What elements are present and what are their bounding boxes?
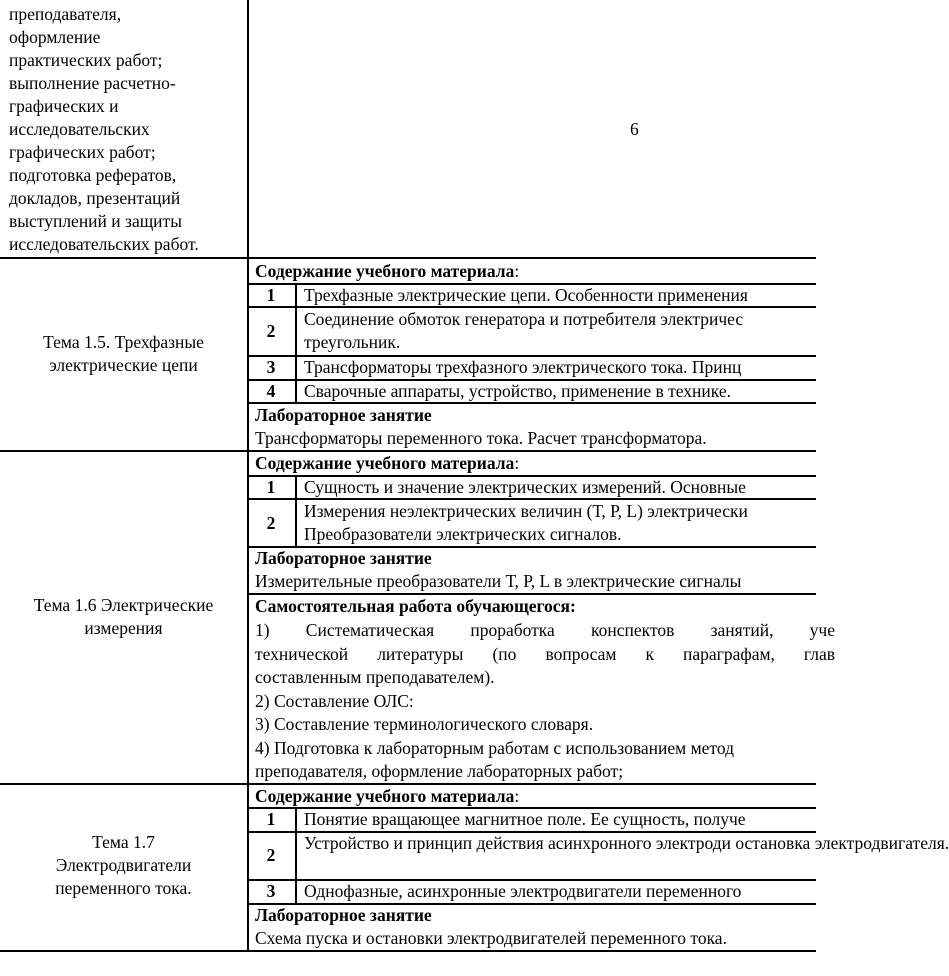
item-text: Устройство и принцип действия асинхронного электроди остановка электродвигателя. — [304, 833, 949, 853]
item-text: Понятие вращающее магнитное поле. Ее сущность, получе — [304, 809, 746, 829]
content-heading — [255, 785, 519, 808]
activity-line: преподавателя, — [9, 4, 122, 24]
number-column-divider — [295, 283, 297, 403]
activity-line: графических и — [9, 96, 119, 116]
activity-line: докладов, презентаций — [9, 188, 181, 208]
lab-text: Схема пуска и остановки электродвигателей переменного тока. — [255, 928, 727, 948]
activity-line: выполнение расчетно- — [9, 73, 176, 93]
item-number: 3 — [266, 881, 276, 901]
activity-line: оформление — [9, 27, 101, 47]
content-heading — [255, 452, 519, 475]
item-text: Однофазные, асинхронные электродвигатели переменного — [304, 881, 742, 901]
activity-line: выступлений и защиты — [9, 211, 182, 231]
item-text: Трансформаторы трехфазного электрического тока. Принц — [304, 357, 742, 377]
self-study-line: технической литературы (по вопросам к параграфам, глав — [255, 644, 835, 664]
lab-heading: Лабораторное занятие — [255, 905, 432, 925]
item-text: Измерения неэлектрических величин (Т, Р, L) электрически Преобразователи электрических сигналов. — [304, 501, 748, 544]
self-study-line: составленным преподавателем). — [255, 667, 495, 687]
content-heading-colon: : — [514, 261, 520, 281]
activity-line: практических работ; — [9, 50, 163, 70]
content-heading — [255, 260, 519, 283]
activity-line: подготовка рефератов, — [9, 165, 177, 185]
item-number: 2 — [266, 321, 276, 341]
number-column-divider — [295, 475, 297, 547]
activity-line: исследовательских работ. — [9, 234, 199, 254]
content-heading-colon: : — [514, 453, 520, 473]
self-study-line: 4) Подготовка к лабораторным работам с использованием метод — [255, 738, 735, 758]
content-heading-colon: : — [514, 786, 520, 806]
item-number: 3 — [266, 357, 276, 377]
self-study-line: 3) Составление терминологического словаря. — [255, 714, 594, 734]
lab-heading: Лабораторное занятие — [255, 548, 432, 568]
activity-list — [9, 3, 199, 256]
activity-line: исследовательских — [9, 119, 150, 139]
item-number: 4 — [266, 381, 276, 401]
item-text: Соединение обмоток генератора и потребителя электричес треугольник. — [304, 309, 744, 352]
activity-line: графических работ; — [9, 142, 156, 162]
item-text: Сущность и значение электрических измерений. Основные — [304, 477, 746, 497]
lab-text: Трансформаторы переменного тока. Расчет трансформатора. — [255, 428, 707, 448]
topic-title: Тема 1.5. Трехфазные электрические цепи — [43, 332, 204, 375]
number-column-divider — [295, 807, 297, 904]
item-number: 1 — [266, 285, 276, 305]
row-divider — [0, 257, 816, 259]
lab-heading: Лабораторное занятие — [255, 405, 432, 425]
item-number: 2 — [266, 845, 276, 865]
self-study-line: 1) Систематическая проработка конспектов занятий, уче — [255, 620, 835, 640]
item-number: 1 — [266, 809, 276, 829]
item-number: 2 — [266, 513, 276, 533]
self-study-heading: Самостоятельная работа обучающегося: — [255, 596, 576, 616]
item-text: Сварочные аппараты, устройство, применение в технике. — [304, 381, 731, 401]
topic-title: Тема 1.7 Электродвигатели переменного тока. — [55, 832, 192, 898]
content-heading-text: Содержание учебного материала — [255, 786, 515, 806]
self-study-line: преподавателя, оформление лабораторных работ; — [255, 761, 624, 781]
content-heading-text: Содержание учебного материала — [255, 453, 515, 473]
topic-title: Тема 1.6 Электрические измерения — [33, 595, 214, 638]
item-number: 1 — [266, 477, 276, 497]
content-heading-text: Содержание учебного материала — [255, 261, 515, 281]
self-study-line: 2) Составление ОЛС: — [255, 691, 414, 711]
lab-text: Измерительные преобразователи Т, Р, L в электрические сигналы — [255, 571, 742, 591]
table-bottom-border — [0, 950, 816, 952]
hours-value: 6 — [630, 119, 639, 139]
item-text: Трехфазные электрические цепи. Особенности применения — [304, 285, 748, 305]
